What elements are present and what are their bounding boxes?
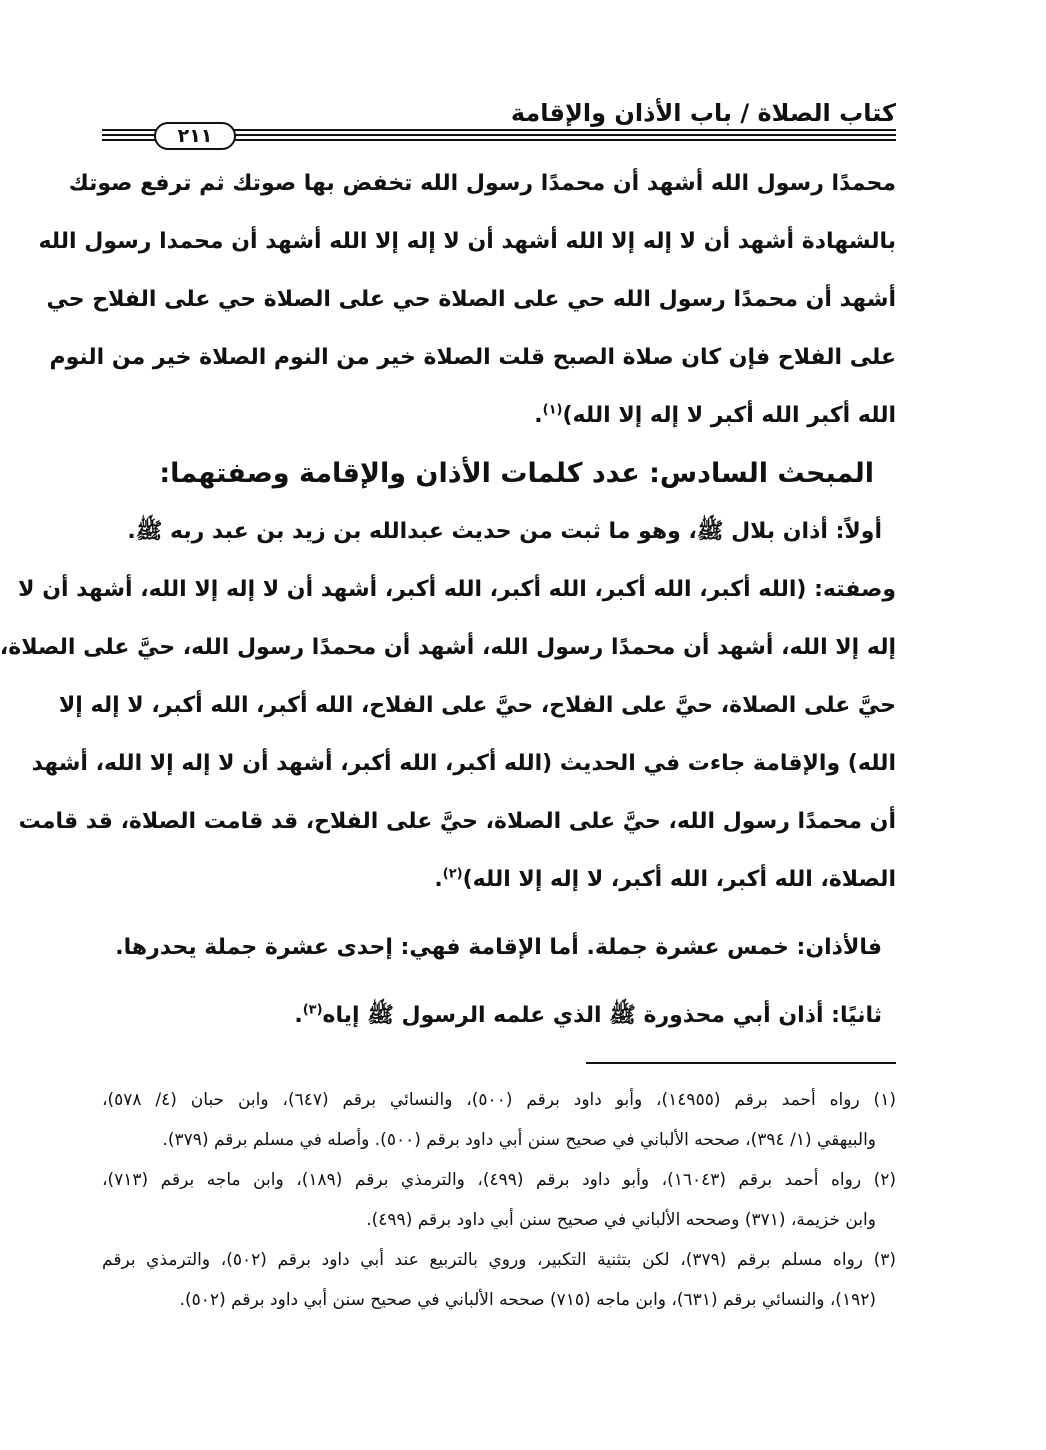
footnote-marker: (٢) — [442, 866, 463, 882]
footnote-line: والبيهقي (١/ ٣٩٤)، صححه الألباني في صحيح سنن أبي داود برقم (٥٠٠). وأصله في مسلم برقم (٣٧٩). — [162, 1130, 876, 1150]
sentence-end: . — [434, 867, 443, 892]
text-line: أن محمدًا رسول الله، حيَّ على الصلاة، حيَّ على الفلاح، قد قامت الصلاة، قد قامت — [18, 809, 896, 834]
line-text: الصلاة، الله أكبر، الله أكبر، لا إله إلا الله) — [462, 867, 896, 892]
text-line — [102, 851, 896, 909]
line-text: الله أكبر الله أكبر لا إله إلا الله) — [562, 403, 896, 428]
footnotes — [102, 1080, 896, 1320]
text-line: فالأذان: خمس عشرة جملة. أما الإقامة فهي: إحدى عشرة جملة يحدرها. — [115, 935, 882, 960]
text-line: إله إلا الله، أشهد أن محمدًا رسول الله، أشهد أن محمدًا رسول الله، حيَّ على الصلاة، — [0, 635, 896, 660]
text-line: أولاً: أذان بلال ﷺ، وهو ما ثبت من حديث عبدالله بن زيد بن عبد ربه ﷺ. — [127, 519, 882, 544]
text-line: على الفلاح فإن كان صلاة الصبح قلت الصلاة خير من النوم الصلاة خير من النوم — [49, 345, 896, 370]
line-text: ثانيًا: أذان أبي محذورة ﷺ الذي علمه الرسول ﷺ إياه — [322, 1003, 882, 1028]
text-line: بالشهادة أشهد أن لا إله إلا الله أشهد أن لا إله إلا الله أشهد أن محمدا رسول الله — [38, 229, 896, 254]
text-line: أشهد أن محمدًا رسول الله حي على الصلاة حي على الصلاة حي على الفلاح حي — [46, 287, 896, 312]
footnote-line: (١٩٢)، والنسائي برقم (٦٣١)، وابن ماجه (٧١٥) صححه الألباني في صحيح سنن أبي داود برقم (٥٠٢). — [179, 1290, 876, 1310]
spacer — [102, 977, 896, 987]
text-line: وصفته: (الله أكبر، الله أكبر، الله أكبر، الله أكبر، أشهد أن لا إله إلا الله، أشهد أن لا — [18, 577, 896, 602]
section-heading: المبحث السادس: عدد كلمات الأذان والإقامة وصفتهما: — [159, 458, 874, 489]
footnote-line: (٣) رواه مسلم برقم (٣٧٩)، لكن بتثنية التكبير، وروي بالتربيع عند أبي داود برقم (٥٠٢)، والترمذي برقم — [102, 1250, 896, 1270]
text-line: محمدًا رسول الله أشهد أن محمدًا رسول الله تخفض بها صوتك ثم ترفع صوتك — [68, 171, 896, 196]
running-title: كتاب الصلاة / باب الأذان والإقامة — [510, 99, 896, 127]
footnote-separator — [586, 1062, 896, 1064]
footnote-line: (٢) رواه أحمد برقم (١٦٠٤٣)، وأبو داود برقم (٤٩٩)، والترمذي برقم (١٨٩)، وابن ماجه برقم (٧١٣)، — [102, 1170, 896, 1190]
footnote-marker: (١) — [542, 402, 563, 418]
spacer — [102, 909, 896, 919]
text-line — [102, 387, 896, 445]
footnote-line: (١) رواه أحمد برقم (١٤٩٥٥)، وأبو داود برقم (٥٠٠)، والنسائي برقم (٦٤٧)، وابن حبان (٤/ ٥٧٨)، — [102, 1090, 896, 1110]
text-line: حيَّ على الصلاة، حيَّ على الفلاح، حيَّ على الفلاح، الله أكبر، الله أكبر، لا إله إلا — [58, 693, 896, 718]
header-rule — [102, 122, 896, 146]
sentence-end: . — [534, 403, 543, 428]
main-text — [0, 155, 896, 1045]
sentence-end: . — [294, 1003, 303, 1028]
text-line: الله) والإقامة جاءت في الحديث (الله أكبر، الله أكبر، أشهد أن لا إله إلا الله، أشهد — [31, 751, 896, 776]
text-line — [102, 987, 896, 1045]
page-number: ٢١١ — [154, 122, 236, 150]
footnote-line: وابن خزيمة، (٣٧١) وصححه الألباني في صحيح سنن أبي داود برقم (٤٩٩). — [366, 1210, 876, 1230]
footnote-marker: (٣) — [302, 1002, 323, 1018]
